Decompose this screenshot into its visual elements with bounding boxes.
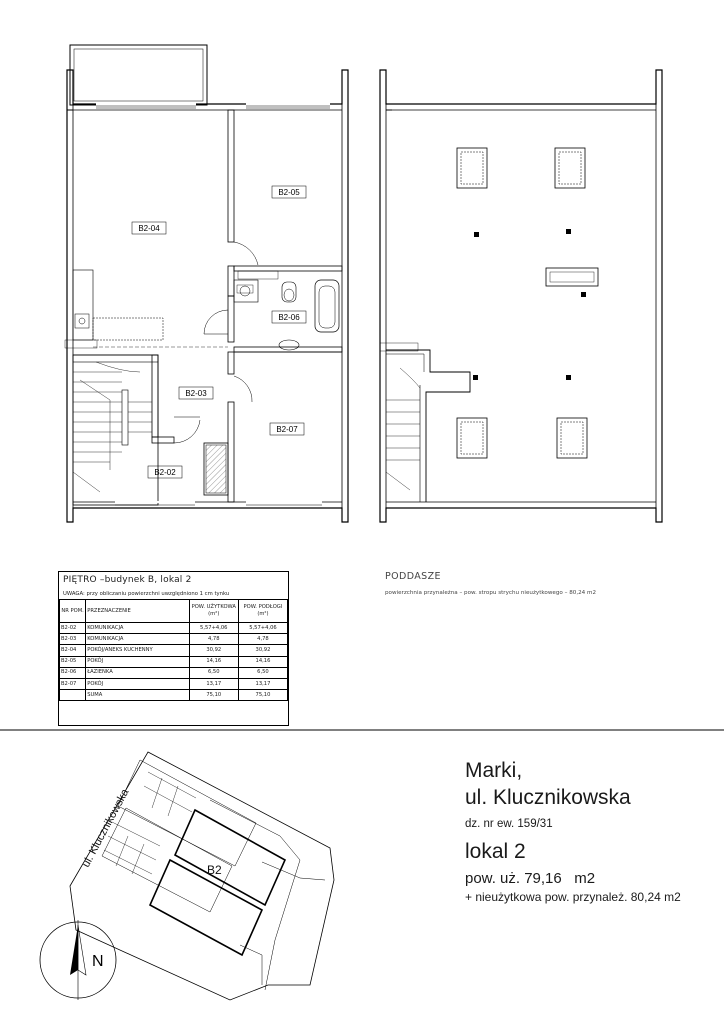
table-row (60, 645, 288, 656)
property-info (465, 758, 681, 904)
cell-room: B2-07 (60, 678, 86, 689)
room-label-b2-03: B2-03 (185, 389, 207, 398)
attic-posts (473, 229, 586, 380)
cell-room: B2-05 (60, 656, 86, 667)
cell-floor: 6,50 (238, 667, 287, 678)
cell-room: B2-04 (60, 645, 86, 656)
cell-floor: 5,57+4,06 (238, 623, 287, 634)
attic-plan (380, 70, 662, 522)
info-street: ul. Klucznikowska (465, 786, 631, 809)
header-floor-area: POW. PODŁOGI (m²) (238, 600, 287, 623)
room-label-b2-07: B2-07 (276, 425, 298, 434)
cell-floor: 4,78 (238, 634, 287, 645)
table-header-row (60, 600, 288, 623)
cell-floor: 75,10 (238, 690, 287, 701)
cell-usable: 75,10 (189, 690, 238, 701)
attic-subtitle: powierzchnia przynależna – pow. stropu strychu nieużytkowego – 80,24 m2 (385, 590, 596, 596)
first-floor-plan (65, 45, 348, 522)
cell-floor: 30,92 (238, 645, 287, 656)
north-label: N (92, 953, 104, 970)
cell-usable: 6,50 (189, 667, 238, 678)
attic-note (385, 571, 596, 596)
cell-room: B2-03 (60, 634, 86, 645)
cell-purpose: SUMA (86, 690, 189, 701)
cell-purpose: POKÓJ (86, 678, 189, 689)
cell-purpose: KOMUNIKACJA (86, 634, 189, 645)
header-purpose: PRZEZNACZENIE (86, 600, 189, 623)
attic-title: PODDASZE (385, 571, 441, 582)
cell-room: B2-06 (60, 667, 86, 678)
cell-floor: 14,16 (238, 656, 287, 667)
room-label-b2-05: B2-05 (278, 188, 300, 197)
info-area: pow. uż. 79,16 m2 (465, 870, 596, 887)
building-label: B2 (207, 863, 222, 877)
info-unit: lokal 2 (465, 840, 526, 863)
table-row (60, 656, 288, 667)
site-plan (70, 752, 334, 1000)
table-title: PIĘTRO –budynek B, lokal 2 (63, 575, 192, 585)
table-row (60, 623, 288, 634)
cell-floor: 13,17 (238, 678, 287, 689)
table-row (60, 667, 288, 678)
table-row-sum (60, 690, 288, 701)
table-row (60, 634, 288, 645)
header-usable-area: POW. UŻYTKOWA (m²) (189, 600, 238, 623)
room-label-b2-02: B2-02 (154, 468, 176, 477)
area-table-grid (59, 599, 288, 701)
area-table (58, 571, 289, 726)
cell-usable: 14,16 (189, 656, 238, 667)
cell-purpose: POKÓJ (86, 656, 189, 667)
cell-usable: 4,78 (189, 634, 238, 645)
cell-room: B2-02 (60, 623, 86, 634)
cell-purpose: POKÓJ/ANEKS KUCHENNY (86, 645, 189, 656)
info-city: Marki, (465, 759, 523, 782)
site-plan-labels (80, 786, 222, 877)
street-label: ul. Klucznikowska (80, 787, 132, 870)
cell-purpose: KOMUNIKACJA (86, 623, 189, 634)
table-row (60, 678, 288, 689)
cell-room (60, 690, 86, 701)
header-room-number: NR POM. (60, 600, 86, 623)
north-arrow (40, 920, 116, 1000)
cell-purpose: ŁAZIENKA (86, 667, 189, 678)
cell-usable: 30,92 (189, 645, 238, 656)
info-attic-area: + nieużytkowa pow. przynależ. 80,24 m2 (465, 890, 681, 904)
info-parcel: dz. nr ew. 159/31 (465, 818, 553, 830)
table-note: UWAGA: przy obliczaniu powierzchni uwzględniono 1 cm tynku (63, 591, 230, 597)
room-label-b2-04: B2-04 (138, 224, 160, 233)
room-label-b2-06: B2-06 (278, 313, 300, 322)
cell-usable: 13,17 (189, 678, 238, 689)
cell-usable: 5,57+4,06 (189, 623, 238, 634)
